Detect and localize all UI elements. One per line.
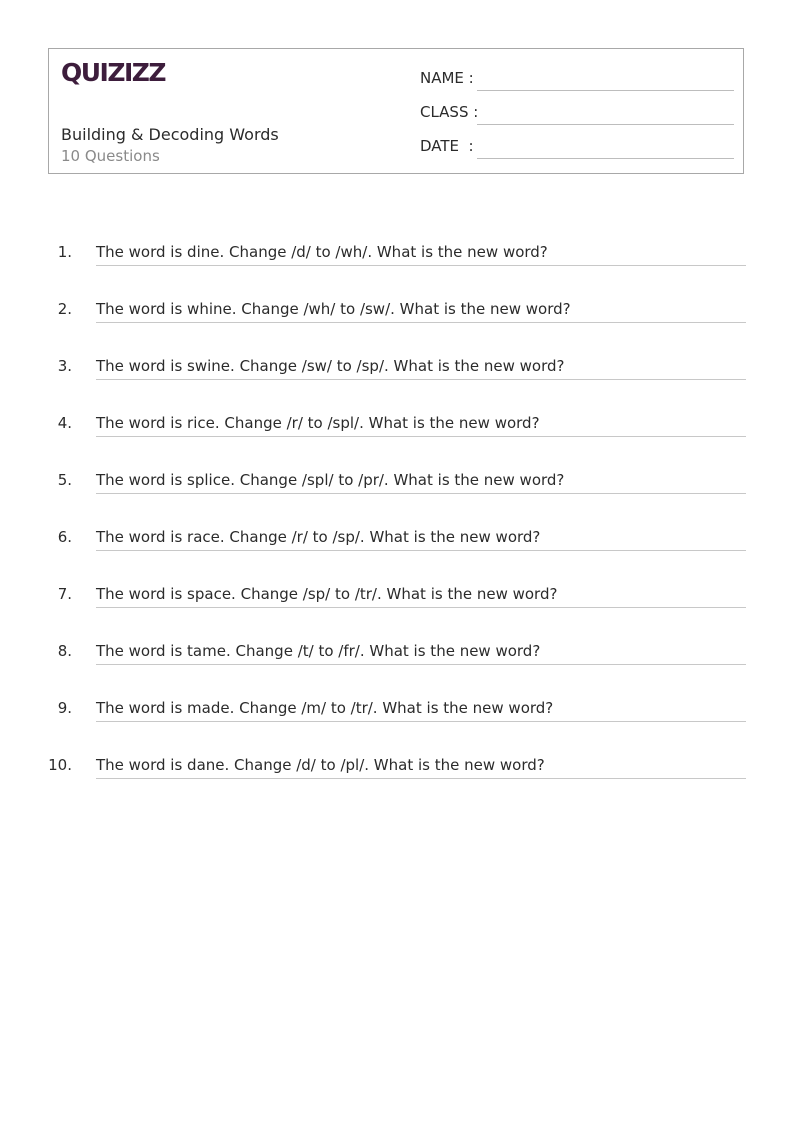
question-number: 8. <box>57 642 72 660</box>
name-label: NAME : <box>420 69 474 87</box>
answer-line <box>96 550 746 551</box>
question-item <box>0 469 794 499</box>
question-number: 4. <box>57 414 72 432</box>
class-field <box>420 101 734 123</box>
question-number: 7. <box>57 585 72 603</box>
question-item <box>0 412 794 442</box>
question-text: The word is dane. Change /d/ to /pl/. What is the new word? <box>96 756 545 774</box>
quizizz-logo: QUIZIZZ <box>61 58 166 87</box>
question-text: The word is race. Change /r/ to /sp/. What is the new word? <box>96 528 541 546</box>
answer-line <box>96 322 746 323</box>
answer-line <box>96 265 746 266</box>
question-text: The word is space. Change /sp/ to /tr/. What is the new word? <box>96 585 558 603</box>
question-number: 2. <box>57 300 72 318</box>
question-text: The word is rice. Change /r/ to /spl/. What is the new word? <box>96 414 540 432</box>
date-field <box>420 135 734 157</box>
date-label: DATE : <box>420 137 474 155</box>
question-number: 5. <box>57 471 72 489</box>
answer-line <box>96 721 746 722</box>
question-item <box>0 583 794 613</box>
class-line <box>477 124 734 125</box>
question-item <box>0 697 794 727</box>
date-line <box>477 158 734 159</box>
question-item <box>0 526 794 556</box>
question-number: 9. <box>57 699 72 717</box>
name-line <box>477 90 734 91</box>
answer-line <box>96 493 746 494</box>
question-text: The word is made. Change /m/ to /tr/. What is the new word? <box>96 699 554 717</box>
question-text: The word is whine. Change /wh/ to /sw/. What is the new word? <box>96 300 571 318</box>
question-item <box>0 640 794 670</box>
question-item <box>0 241 794 271</box>
question-item <box>0 298 794 328</box>
worksheet-title: Building & Decoding Words <box>61 125 279 144</box>
question-item <box>0 754 794 784</box>
answer-line <box>96 778 746 779</box>
question-text: The word is tame. Change /t/ to /fr/. What is the new word? <box>96 642 541 660</box>
worksheet-header <box>48 48 744 174</box>
class-label: CLASS : <box>420 103 479 121</box>
answer-line <box>96 607 746 608</box>
name-field <box>420 67 734 89</box>
question-text: The word is splice. Change /spl/ to /pr/. What is the new word? <box>96 471 565 489</box>
question-number: 1. <box>57 243 72 261</box>
question-text: The word is dine. Change /d/ to /wh/. What is the new word? <box>96 243 548 261</box>
answer-line <box>96 664 746 665</box>
answer-line <box>96 379 746 380</box>
question-number: 6. <box>57 528 72 546</box>
question-item <box>0 355 794 385</box>
question-number: 10. <box>48 756 72 774</box>
question-count: 10 Questions <box>61 147 160 165</box>
question-number: 3. <box>57 357 72 375</box>
question-text: The word is swine. Change /sw/ to /sp/. What is the new word? <box>96 357 565 375</box>
answer-line <box>96 436 746 437</box>
